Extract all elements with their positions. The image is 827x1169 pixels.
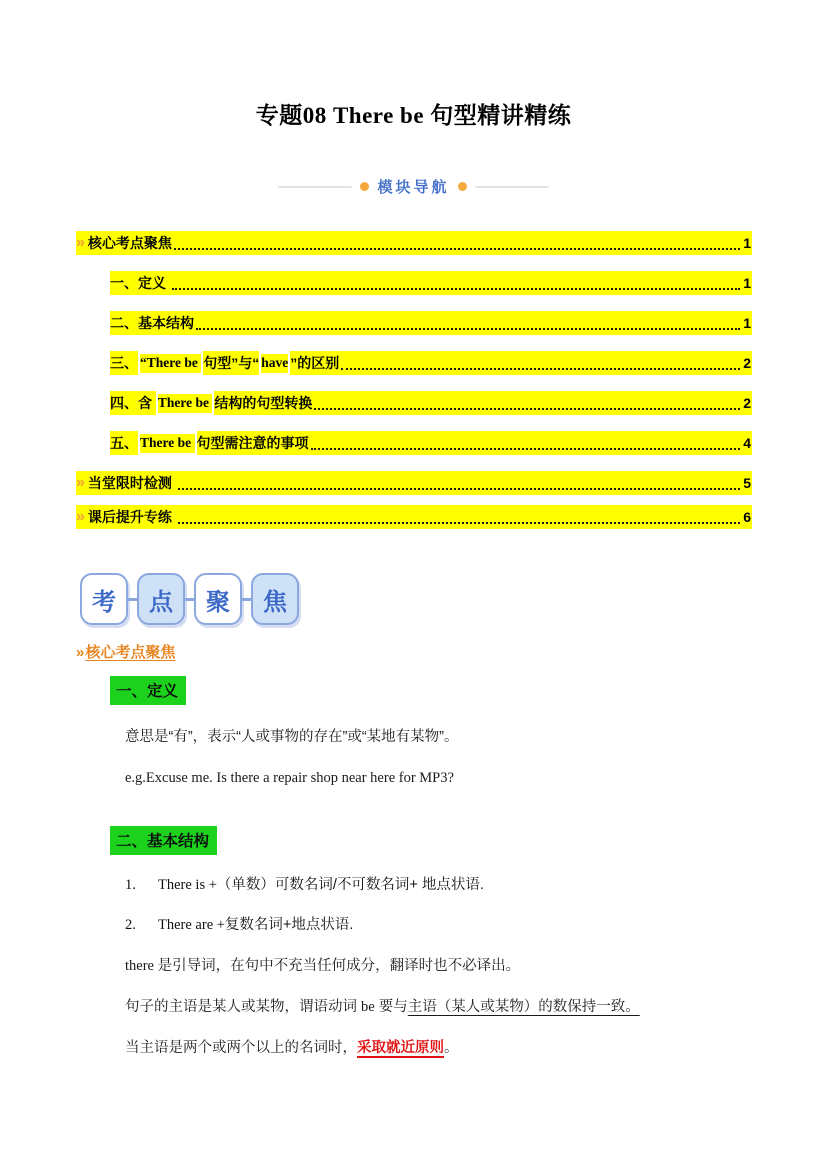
toc-page-number: 1: [742, 311, 752, 335]
toc-page-number: 5: [742, 471, 752, 495]
toc-page-number: 1: [742, 231, 752, 255]
toc-item-after-class-practice[interactable]: [76, 505, 752, 529]
toc-page-number: 4: [742, 431, 752, 455]
list-text-en: There is +: [158, 877, 217, 893]
module-nav-label: 模块导航: [377, 179, 450, 196]
toc-leader-dots: [170, 271, 742, 295]
badge-char: 考: [92, 588, 116, 616]
structure-note-3: [125, 1038, 752, 1058]
list-text-en: There are +: [158, 917, 225, 933]
badge-connector: [242, 598, 251, 601]
toc-label-text: There be: [140, 434, 195, 453]
chevrons-icon: »: [76, 474, 85, 491]
badge-connector: [185, 598, 194, 601]
note-text-cn: 当主语是两个或两个以上的名词时，: [125, 1040, 357, 1056]
note-text-cn: 。: [444, 1040, 459, 1056]
divider-line: [278, 186, 352, 188]
toc-leader-dots: [176, 505, 742, 529]
badge-char: 焦: [263, 588, 287, 616]
list-text: [158, 875, 484, 895]
structure-list-item-1: [125, 875, 752, 895]
note-red-emphasis: 采取就近原则: [357, 1040, 444, 1056]
heading-basic-structure: 二、基本结构: [110, 826, 217, 855]
toc-label-text: 课后提升专练: [87, 509, 176, 525]
list-number: 2.: [125, 917, 136, 933]
structure-list-item-2: [125, 915, 752, 935]
dot-icon: [458, 182, 467, 191]
toc-leader-dots: [176, 471, 742, 495]
toc-label-text: 句型需注意的事项: [197, 431, 309, 455]
toc-leader-dots: [194, 311, 742, 335]
divider-line: [475, 186, 549, 188]
core-focus-link[interactable]: [76, 641, 827, 662]
toc-label-text: 当堂限时检测: [87, 475, 176, 491]
toc-label-text: 五、: [110, 431, 138, 455]
list-text-cn: （单数）可数名词/不可数名词+ 地点状语.: [216, 877, 484, 893]
toc-leader-dots: [312, 391, 742, 415]
toc-label-text: 四、含: [110, 391, 156, 415]
toc-label-text: “There be: [140, 354, 201, 373]
toc-label-text: have: [261, 354, 288, 373]
badge-char: 聚: [206, 588, 230, 616]
dot-icon: [360, 182, 369, 191]
table-of-contents: [76, 231, 752, 529]
list-text: [158, 915, 353, 935]
toc-leader-dots: [172, 231, 742, 255]
badge-connector: [128, 598, 137, 601]
chevrons-icon: »: [76, 508, 85, 525]
toc-label-text: 三、: [110, 351, 138, 375]
toc-item-definition[interactable]: [110, 271, 752, 295]
toc-page-number: 2: [742, 351, 752, 375]
toc-item-sentence-conversion[interactable]: [110, 391, 752, 415]
toc-leader-dots: [309, 431, 743, 455]
note-text-cn: 句子的主语是某人或某物，谓语动词: [125, 999, 362, 1015]
toc-item-points-of-attention[interactable]: [110, 431, 752, 455]
toc-leader-dots: [339, 351, 742, 375]
toc-page-number: 1: [742, 271, 752, 295]
note-underlined-text: 主语（某人或某物）的数保持一致。: [407, 999, 640, 1015]
toc-label: [76, 231, 172, 255]
toc-item-core-focus[interactable]: [76, 231, 752, 255]
badge-kao: [80, 573, 128, 625]
structure-note-2: [125, 997, 752, 1017]
module-nav-banner: [0, 176, 827, 197]
list-number: 1.: [125, 877, 136, 893]
toc-label-text: ”的区别: [290, 351, 339, 375]
exam-points-badge-strip: [80, 573, 827, 625]
toc-label-text: 一、定义: [110, 271, 170, 295]
toc-label: [76, 505, 176, 529]
definition-example-paragraph: e.g.Excuse me. Is there a repair shop near here for MP3?: [125, 770, 454, 786]
toc-item-therebe-vs-have[interactable]: [110, 351, 752, 375]
page-title: 专题08 There be 句型精讲精练: [255, 103, 572, 128]
badge-dian: [137, 573, 185, 625]
toc-item-in-class-test[interactable]: [76, 471, 752, 495]
list-text-cn: 复数名词+地点状语.: [224, 917, 354, 933]
note-text-en: there: [125, 958, 158, 974]
toc-item-basic-structure[interactable]: [110, 311, 752, 335]
definition-meaning-paragraph: 意思是“有”，表示“人或事物的存在”或“某地有某物”。: [125, 729, 459, 745]
heading-definition: 一、定义: [110, 676, 186, 705]
toc-label: [76, 471, 176, 495]
chevrons-icon: »: [76, 234, 85, 251]
toc-label-text: 句型”与“: [203, 351, 259, 375]
document-body: [0, 662, 827, 1058]
toc-label-text: 二、基本结构: [110, 311, 194, 335]
toc-label-text: There be: [158, 394, 213, 413]
toc-label-text: 核心考点聚焦: [87, 235, 172, 251]
badge-jiao: [251, 573, 299, 625]
toc-page-number: 2: [742, 391, 752, 415]
structure-note-1: [125, 956, 752, 976]
chevrons-icon: »: [76, 644, 85, 661]
note-text-cn: 是引导词，在句中不充当任何成分，翻译时也不必译出。: [157, 958, 521, 974]
toc-label-text: 结构的句型转换: [214, 391, 312, 415]
core-focus-link-label: 核心考点聚焦: [85, 644, 176, 661]
note-text-cn: 要与: [374, 999, 408, 1015]
toc-page-number: 6: [742, 505, 752, 529]
badge-char: 点: [149, 588, 173, 616]
note-text-en: be: [361, 999, 375, 1015]
badge-ju: [194, 573, 242, 625]
